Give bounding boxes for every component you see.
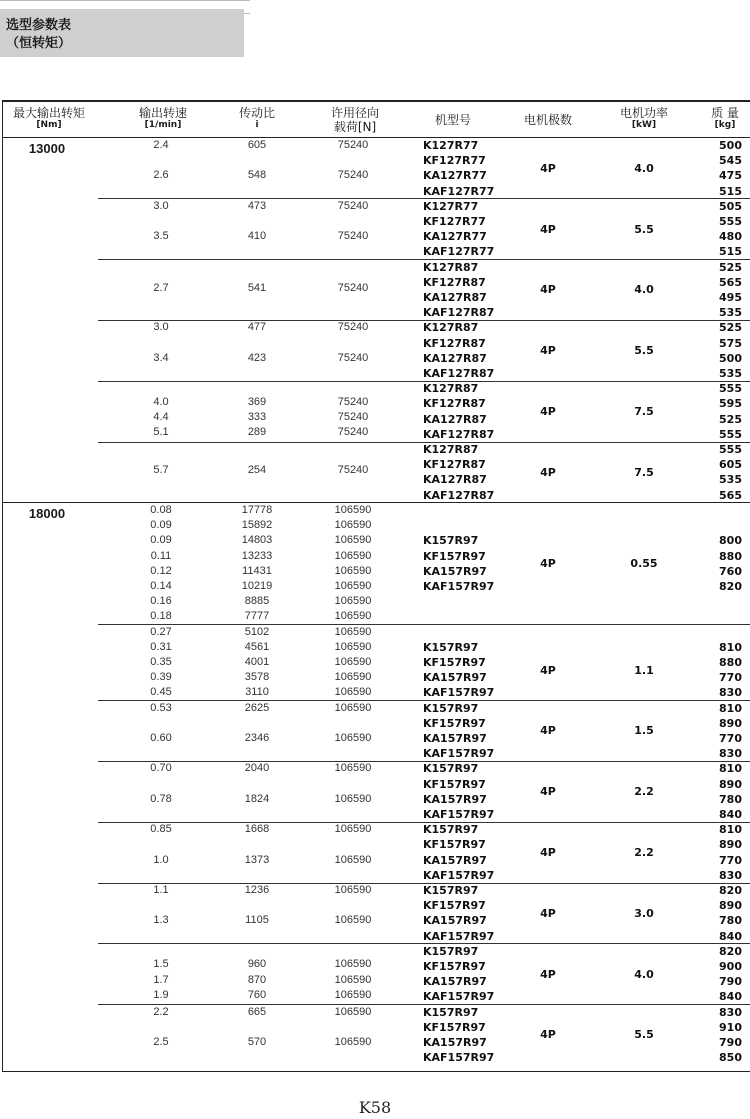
radial-load-cell: 75240 (337, 139, 369, 151)
model-cell: KF157R97 (423, 656, 486, 669)
output-speed-cell: 0.78 (150, 792, 172, 805)
model-cell: K157R97 (423, 534, 479, 548)
ratio-cell: 289 (247, 426, 267, 439)
output-speed-cell: 0.09 (150, 534, 172, 547)
model-cell: KAF157R97 (423, 808, 495, 821)
radial-load-cell: 106590 (334, 580, 372, 592)
radial-load-cell: 106590 (334, 988, 372, 1001)
model-cell: KA127R77 (423, 230, 487, 244)
radial-load-cell: 106590 (334, 656, 372, 668)
mass-cell: 535 (719, 306, 742, 320)
mass-cell: 760 (719, 564, 742, 578)
output-speed-cell: 5.1 (153, 426, 169, 439)
motor-poles-cell: 4P (540, 344, 556, 358)
ratio-cell: 369 (247, 395, 267, 408)
model-cell: KF157R97 (423, 838, 486, 852)
model-cell: KA127R87 (423, 473, 487, 487)
output-speed-cell: 2.2 (153, 1005, 169, 1018)
radial-load-cell: 75240 (337, 351, 369, 364)
model-cell: KF157R97 (423, 716, 486, 730)
motor-poles-cell: 4P (540, 906, 556, 920)
mass-cell: 595 (719, 397, 742, 411)
mass-cell: 810 (719, 701, 742, 715)
mass-cell: 830 (719, 868, 742, 882)
title-box (0, 9, 244, 57)
radial-load-cell: 106590 (334, 732, 372, 744)
mass-cell: 565 (719, 275, 742, 289)
output-speed-cell: 0.35 (150, 656, 172, 668)
mass-cell: 505 (719, 199, 742, 213)
model-cell: KAF157R97 (423, 929, 495, 943)
radial-load-cell: 75240 (337, 230, 369, 243)
model-cell: KAF157R97 (423, 990, 495, 1004)
mass-cell: 605 (719, 458, 742, 472)
motor-power-cell: 4.0 (634, 283, 654, 297)
ratio-cell: 254 (247, 464, 267, 477)
output-speed-cell: 4.4 (153, 411, 169, 424)
mass-cell: 535 (719, 473, 742, 487)
torque-value: 18000 (28, 506, 66, 521)
mass-cell: 840 (719, 929, 742, 943)
header-model: 机型号 (434, 113, 471, 127)
ratio-cell: 8885 (244, 595, 270, 608)
radial-load-cell: 106590 (334, 686, 372, 699)
motor-poles-cell: 4P (540, 967, 556, 981)
ratio-cell: 473 (247, 199, 267, 212)
model-cell: KF157R97 (423, 899, 486, 913)
radial-load-cell: 75240 (337, 199, 369, 212)
mass-cell: 555 (719, 382, 742, 396)
radial-load-cell: 106590 (334, 534, 372, 547)
model-cell: KA157R97 (423, 671, 487, 685)
motor-power-cell: 5.5 (634, 1028, 654, 1042)
radial-load-cell: 75240 (337, 321, 369, 334)
motor-power-cell: 2.2 (634, 846, 654, 859)
radial-load-cell: 106590 (334, 823, 372, 836)
ratio-cell: 870 (247, 973, 267, 986)
mass-cell: 480 (719, 230, 742, 244)
mass-cell: 555 (719, 215, 742, 228)
motor-power-cell: 0.55 (630, 557, 658, 571)
model-cell: KAF127R87 (423, 488, 495, 502)
model-cell: KA127R77 (423, 169, 487, 183)
motor-power-cell: 1.5 (634, 724, 654, 738)
output-speed-cell: 1.3 (153, 914, 169, 927)
model-cell: KF127R87 (423, 458, 486, 472)
radial-load-cell: 106590 (334, 762, 372, 775)
title-line-2: （恒转矩） (6, 36, 72, 51)
model-cell: KF157R97 (423, 777, 486, 791)
ratio-cell: 17778 (241, 504, 273, 516)
radial-load-cell: 106590 (334, 1005, 372, 1018)
model-cell: KA157R97 (423, 914, 487, 928)
model-cell: K127R77 (423, 199, 479, 213)
header-bottom-rule (2, 137, 750, 138)
output-speed-cell: 1.1 (153, 884, 169, 896)
title-top-rule (0, 0, 250, 1)
ratio-cell: 1236 (244, 884, 270, 896)
ratio-cell: 570 (247, 1036, 267, 1048)
output-speed-cell: 2.6 (153, 169, 169, 182)
ratio-cell: 541 (247, 281, 267, 294)
model-cell: KA127R87 (423, 291, 487, 304)
model-cell: KA157R97 (423, 853, 487, 867)
output-speed-cell: 2.4 (153, 139, 169, 151)
mass-cell: 500 (719, 139, 742, 152)
output-speed-cell: 1.9 (153, 988, 169, 1001)
output-speed-cell: 1.0 (153, 853, 169, 866)
ratio-cell: 14803 (241, 534, 273, 547)
radial-load-cell: 106590 (334, 564, 372, 577)
model-cell: KA157R97 (423, 975, 487, 989)
mass-cell: 820 (719, 884, 742, 897)
model-cell: K127R87 (423, 382, 479, 396)
mass-cell: 780 (719, 792, 742, 806)
model-cell: KAF127R87 (423, 427, 495, 441)
mass-cell: 500 (719, 351, 742, 365)
ratio-cell: 13233 (241, 549, 273, 562)
ratio-cell: 3110 (245, 686, 269, 699)
header-ratio: 传动比 i (238, 106, 275, 130)
motor-power-cell: 5.5 (634, 222, 654, 236)
ratio-cell: 410 (247, 230, 267, 243)
ratio-cell: 10219 (241, 580, 273, 592)
mass-cell: 790 (719, 1036, 742, 1049)
mass-cell: 910 (719, 1020, 742, 1034)
output-speed-cell: 0.85 (150, 823, 172, 836)
mass-cell: 840 (719, 990, 742, 1004)
header-mass: 质 量 [kg] (711, 106, 739, 130)
model-cell: KAF157R97 (423, 868, 495, 882)
output-speed-cell: 0.70 (150, 762, 172, 775)
radial-load-cell: 75240 (337, 411, 369, 424)
ratio-cell: 11431 (242, 564, 272, 577)
mass-cell: 890 (719, 899, 742, 913)
motor-poles-cell: 4P (540, 161, 556, 175)
header-motor-power: 电机功率 [kW] (619, 106, 668, 130)
model-cell: K157R97 (423, 884, 479, 897)
mass-cell: 565 (719, 488, 742, 502)
radial-load-cell: 106590 (334, 625, 372, 638)
model-cell: KA157R97 (423, 732, 487, 745)
model-cell: KAF127R87 (423, 306, 495, 320)
output-speed-cell: 1.7 (153, 973, 169, 986)
model-cell: K157R97 (423, 1005, 479, 1019)
header-radial-load: 许用径向 载荷[N] (330, 106, 379, 134)
radial-load-cell: 106590 (334, 640, 372, 653)
radial-load-cell: 75240 (337, 464, 369, 477)
header-output-speed: 输出转速 [1/min] (138, 106, 187, 130)
output-speed-cell: 0.31 (150, 640, 172, 653)
mass-cell: 515 (719, 245, 742, 259)
ratio-cell: 1824 (244, 792, 270, 805)
ratio-cell: 665 (247, 1005, 267, 1018)
radial-load-cell: 106590 (334, 792, 372, 805)
model-cell: KA157R97 (423, 1036, 487, 1049)
model-cell: K127R87 (423, 321, 479, 335)
motor-power-cell: 4.0 (634, 161, 654, 175)
model-cell: K127R77 (423, 139, 479, 152)
model-cell: K157R97 (423, 640, 479, 654)
output-speed-cell: 2.5 (153, 1036, 169, 1048)
output-speed-cell: 0.39 (150, 671, 172, 684)
mass-cell: 880 (719, 549, 742, 563)
model-cell: KF127R77 (423, 154, 486, 168)
group-divider (2, 502, 750, 503)
model-cell: K157R97 (423, 701, 479, 715)
ratio-cell: 4561 (244, 640, 270, 653)
radial-load-cell: 75240 (337, 395, 369, 408)
mass-cell: 770 (719, 732, 742, 745)
page-number: K58 (358, 1098, 392, 1117)
mass-cell: 555 (719, 443, 742, 456)
model-cell: KAF157R97 (423, 747, 495, 761)
motor-poles-cell: 4P (540, 222, 556, 236)
radial-load-cell: 106590 (334, 958, 372, 971)
model-cell: KF127R87 (423, 336, 486, 350)
output-speed-cell: 0.18 (150, 610, 172, 623)
table-top-rule (2, 100, 750, 102)
radial-load-cell: 75240 (337, 281, 369, 294)
mass-cell: 880 (719, 656, 742, 669)
mass-cell: 890 (719, 716, 742, 730)
model-cell: KF157R97 (423, 549, 486, 563)
motor-power-cell: 3.0 (634, 906, 654, 920)
ratio-cell: 333 (247, 411, 267, 424)
output-speed-cell: 2.7 (153, 281, 169, 294)
model-cell: KAF157R97 (423, 580, 495, 593)
mass-cell: 810 (719, 762, 742, 776)
motor-power-cell: 7.5 (634, 465, 654, 479)
radial-load-cell: 106590 (334, 914, 372, 927)
model-cell: KF157R97 (423, 1020, 486, 1034)
motor-poles-cell: 4P (540, 283, 556, 297)
model-cell: K157R97 (423, 823, 479, 837)
radial-load-cell: 106590 (334, 1036, 372, 1048)
ratio-cell: 1373 (244, 853, 270, 866)
motor-power-cell: 2.2 (634, 785, 654, 799)
radial-load-cell: 106590 (334, 853, 372, 866)
motor-poles-cell: 4P (540, 465, 556, 479)
output-speed-cell: 0.60 (150, 732, 172, 744)
output-speed-cell: 1.5 (153, 958, 169, 971)
mass-cell: 800 (719, 534, 742, 548)
ratio-cell: 423 (247, 351, 267, 364)
output-speed-cell: 0.53 (150, 701, 172, 714)
radial-load-cell: 106590 (334, 519, 372, 532)
model-cell: KF127R87 (423, 397, 486, 411)
mass-cell: 810 (719, 640, 742, 654)
radial-load-cell: 106590 (334, 973, 372, 986)
motor-poles-cell: 4P (540, 724, 556, 738)
model-cell: K127R87 (423, 443, 479, 456)
title-line-1: 选型参数表 (6, 18, 72, 33)
output-speed-cell: 3.0 (153, 321, 169, 334)
mass-cell: 515 (719, 184, 742, 198)
radial-load-cell: 106590 (334, 884, 372, 896)
mass-cell: 890 (719, 838, 742, 852)
radial-load-cell: 75240 (337, 169, 369, 182)
title-side-rule (244, 13, 250, 14)
output-speed-cell: 0.08 (150, 504, 172, 516)
ratio-cell: 605 (247, 139, 267, 151)
ratio-cell: 1668 (244, 823, 270, 836)
mass-cell: 890 (719, 777, 742, 791)
mass-cell: 850 (719, 1051, 742, 1065)
output-speed-cell: 4.0 (153, 395, 169, 408)
mass-cell: 830 (719, 747, 742, 761)
motor-poles-cell: 4P (540, 405, 556, 418)
model-cell: KAF127R77 (423, 245, 495, 259)
motor-poles-cell: 4P (540, 663, 556, 677)
mass-cell: 820 (719, 580, 742, 593)
output-speed-cell: 0.11 (150, 549, 172, 562)
motor-poles-cell: 4P (540, 846, 556, 859)
output-speed-cell: 0.45 (150, 686, 172, 699)
model-cell: KA127R87 (423, 412, 487, 426)
radial-load-cell: 106590 (334, 671, 372, 684)
model-cell: KAF127R87 (423, 367, 495, 380)
motor-power-cell: 5.5 (634, 344, 654, 358)
mass-cell: 820 (719, 944, 742, 958)
mass-cell: 575 (719, 336, 742, 350)
motor-power-cell: 1.1 (634, 663, 654, 677)
ratio-cell: 760 (247, 988, 267, 1001)
ratio-cell: 15892 (241, 519, 273, 532)
ratio-cell: 2040 (244, 762, 270, 775)
ratio-cell: 477 (247, 321, 267, 334)
mass-cell: 840 (719, 808, 742, 821)
mass-cell: 495 (719, 291, 742, 304)
header-max-torque: 最大输出转矩 [Nm] (12, 106, 85, 130)
motor-poles-cell: 4P (540, 557, 556, 571)
model-cell: KF157R97 (423, 960, 486, 973)
ratio-cell: 2346 (244, 732, 270, 744)
mass-cell: 780 (719, 914, 742, 928)
model-cell: K157R97 (423, 944, 479, 958)
mass-cell: 900 (719, 960, 742, 973)
mass-cell: 790 (719, 975, 742, 989)
radial-load-cell: 106590 (334, 610, 372, 623)
mass-cell: 830 (719, 1005, 742, 1019)
output-speed-cell: 0.09 (150, 519, 172, 532)
output-speed-cell: 5.7 (153, 464, 169, 477)
model-cell: KAF157R97 (423, 686, 495, 700)
radial-load-cell: 106590 (334, 595, 372, 608)
model-cell: KAF157R97 (423, 1051, 495, 1065)
ratio-cell: 4001 (244, 656, 270, 668)
ratio-cell: 5102 (244, 625, 270, 638)
output-speed-cell: 0.27 (150, 625, 172, 638)
output-speed-cell: 3.0 (153, 199, 169, 212)
model-cell: KA157R97 (423, 792, 487, 806)
radial-load-cell: 75240 (337, 426, 369, 439)
ratio-cell: 7777 (244, 610, 270, 623)
header-motor-poles: 电机极数 (523, 113, 572, 127)
mass-cell: 770 (719, 671, 742, 685)
mass-cell: 475 (719, 169, 742, 183)
mass-cell: 810 (719, 823, 742, 837)
radial-load-cell: 106590 (334, 504, 372, 516)
mass-cell: 525 (719, 412, 742, 426)
model-cell: K127R87 (423, 260, 479, 274)
mass-cell: 830 (719, 686, 742, 700)
output-speed-cell: 3.5 (153, 230, 169, 243)
motor-power-cell: 4.0 (634, 967, 654, 981)
mass-cell: 555 (719, 427, 742, 441)
motor-poles-cell: 4P (540, 1028, 556, 1042)
model-cell: KF127R77 (423, 215, 486, 228)
ratio-cell: 548 (247, 169, 267, 182)
radial-load-cell: 106590 (334, 549, 372, 562)
mass-cell: 525 (719, 260, 742, 274)
output-speed-cell: 0.14 (150, 580, 172, 592)
model-cell: K157R97 (423, 762, 479, 776)
mass-cell: 535 (719, 367, 742, 380)
motor-poles-cell: 4P (540, 785, 556, 799)
torque-value: 13000 (28, 141, 66, 156)
ratio-cell: 3578 (244, 671, 270, 684)
output-speed-cell: 3.4 (153, 351, 169, 364)
radial-load-cell: 106590 (334, 701, 372, 714)
mass-cell: 525 (719, 321, 742, 335)
motor-power-cell: 7.5 (634, 405, 654, 418)
mass-cell: 545 (719, 154, 742, 168)
model-cell: KF127R87 (423, 275, 486, 289)
model-cell: KA127R87 (423, 351, 487, 365)
ratio-cell: 960 (247, 958, 267, 971)
ratio-cell: 2625 (244, 701, 270, 714)
output-speed-cell: 0.12 (150, 564, 172, 577)
model-cell: KAF127R77 (423, 184, 495, 198)
ratio-cell: 1105 (245, 914, 269, 927)
mass-cell: 770 (719, 853, 742, 867)
model-cell: KA157R97 (423, 564, 487, 578)
output-speed-cell: 0.16 (150, 595, 172, 608)
